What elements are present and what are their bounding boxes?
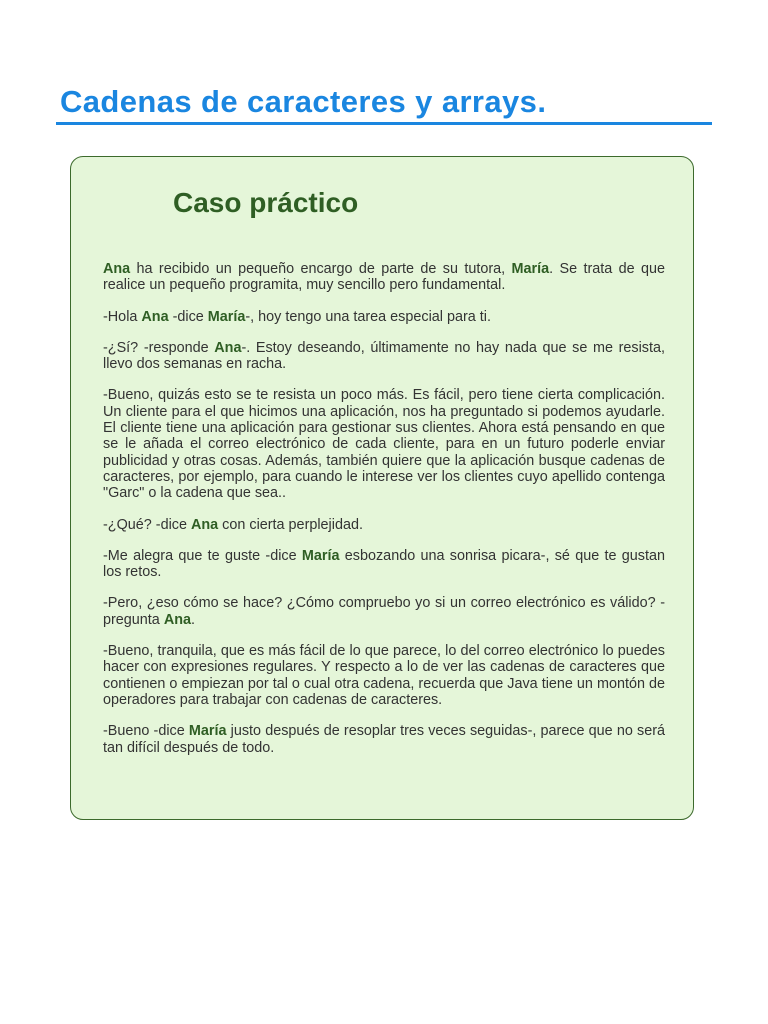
character-name: Ana	[214, 339, 242, 356]
paragraph-text: justo después de resoplar tres veces seguidas-, parece que no será tan difícil después de todo.	[103, 723, 665, 756]
character-name: María	[511, 261, 550, 277]
character-name: Ana	[103, 261, 131, 277]
paragraph-text: ha recibido un pequeño encargo de parte de su tutora,	[130, 261, 512, 277]
character-name: María	[188, 723, 227, 740]
paragraph-text: -Bueno, tranquila, que es más fácil de lo que parece, lo del correo electrónico lo puedes hacer con expresiones regulares. Y respecto a lo de ver las cadenas de caracteres que contienen o empiezan por tal o cual otra cadena, recuerda que Java tiene un montón de operadores para trabajar con cadenas de caracteres.	[103, 643, 665, 708]
dialogue-paragraph	[103, 340, 665, 373]
dialogue-paragraph	[103, 309, 665, 325]
paragraph-text: -¿Qué? -dice	[103, 516, 191, 533]
paragraph-text: esbozando una sonrisa picara-, sé que te gustan los retos.	[103, 547, 665, 581]
dialogue-paragraph	[103, 723, 665, 756]
paragraph-text: -Me alegra que te guste -dice	[103, 547, 302, 564]
dialogue-paragraph	[103, 387, 665, 501]
paragraph-text: -Bueno -dice	[103, 723, 189, 740]
paragraph-text: -Hola	[103, 308, 142, 325]
dialogue-paragraph	[103, 643, 665, 708]
case-heading: Caso práctico	[173, 187, 359, 218]
character-name: Ana	[141, 308, 169, 325]
dialogue-paragraph	[103, 261, 665, 294]
paragraph-text: -¿Sí? -responde	[103, 339, 215, 356]
dialogue-paragraph	[103, 517, 665, 533]
case-body	[103, 261, 665, 771]
character-name: María	[207, 308, 246, 325]
paragraph-text: -dice	[168, 308, 208, 325]
title-divider	[56, 122, 712, 125]
character-name: Ana	[163, 611, 191, 628]
case-study-box	[70, 156, 694, 820]
character-name: Ana	[190, 516, 219, 533]
paragraph-text: .	[191, 611, 195, 628]
paragraph-text: -Bueno, quizás esto se te resista un poco más. Es fácil, pero tiene cierta complicación. Un cliente para el que hicimos una aplicación, nos ha preguntado si podemos ayudarle. El cliente tiene una aplicación para gestionar sus clientes. Ahora está pensando en que se le añada el correo electrónico de cada cliente, para en un futuro poderle enviar publicidad y otras cosas. Además, también quiere que la aplicación busque cadenas de caracteres, por ejemplo, para cuando le interese ver los clientes cuyo apellido contenga "Garc" o la cadena que sea..	[103, 387, 665, 502]
page-title: Cadenas de caracteres y arrays.	[60, 84, 547, 119]
character-name: María	[301, 547, 340, 564]
dialogue-paragraph	[103, 548, 665, 581]
paragraph-text: con cierta perplejidad.	[218, 516, 363, 533]
dialogue-paragraph	[103, 595, 665, 628]
paragraph-text: -, hoy tengo una tarea especial para ti.	[245, 308, 491, 325]
paragraph-text: . Se trata de que realice un pequeño programita, muy sencillo pero fundamental.	[103, 261, 666, 294]
paragraph-text: -. Estoy deseando, últimamente no hay nada que se me resista, llevo dos semanas en racha.	[103, 339, 666, 373]
paragraph-text: -Pero, ¿eso cómo se hace? ¿Cómo compruebo yo si un correo electrónico es válido? -pregunta	[103, 595, 665, 628]
